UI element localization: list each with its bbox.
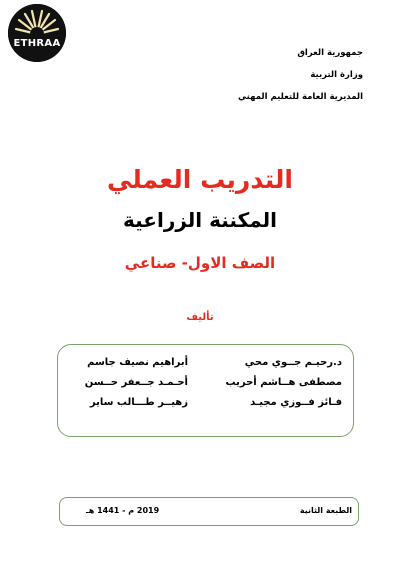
publication-year: 2019 م - 1441 هـ xyxy=(86,506,160,515)
author-name: د.رحيـم جــوي محي xyxy=(244,357,342,368)
issuing-authority xyxy=(163,42,363,108)
author-name: فـائز فــوزي مجيـد xyxy=(250,397,342,408)
authors-list xyxy=(70,357,342,408)
edition-box xyxy=(59,497,359,526)
directorate-line: المديرية العامة للتعليم المهني xyxy=(238,92,363,102)
ministry-line: وزارة التربية xyxy=(310,70,363,80)
country-line: جمهورية العراق xyxy=(297,48,363,58)
logo-text: ETHRAA xyxy=(13,38,61,49)
author-name: أحـمـد جــعفر حــسن xyxy=(84,377,188,388)
authors-heading: تأليف xyxy=(186,312,214,323)
book-grade: الصف الاول- صناعي xyxy=(124,254,276,272)
book-subject: المكننة الزراعية xyxy=(123,208,277,232)
authors-box xyxy=(57,344,354,437)
author-name: زهيــر طـــالب ساير xyxy=(89,397,188,408)
edition-label: الطبعة الثانية xyxy=(299,506,352,515)
book-title: التدريب العملي xyxy=(107,165,293,194)
author-name: مصطفى هــاشم أحريب xyxy=(225,377,342,388)
ethraa-logo xyxy=(8,4,66,62)
sunburst-icon xyxy=(8,4,66,62)
author-name: أبراهيم نصيف جاسم xyxy=(87,357,188,368)
